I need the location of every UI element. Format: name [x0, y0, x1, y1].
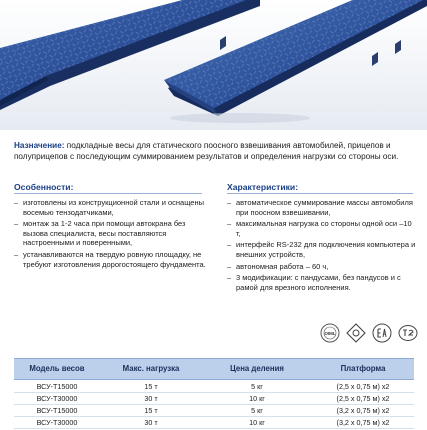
column-header: Платформа	[340, 364, 386, 373]
table-cell: ВСУ-Т15000	[36, 406, 78, 415]
table-cell: (2,5 х 0,75 м) х2	[336, 382, 390, 391]
features-divider	[14, 193, 202, 194]
purpose-paragraph	[14, 141, 414, 162]
table-cell: (2,5 х 0,75 м) х2	[336, 394, 390, 403]
table-cell: 30 т	[144, 394, 158, 403]
specs-list	[227, 198, 417, 294]
features-heading: Особенности:	[14, 182, 74, 192]
specs-item: – автономная работа – 60 ч,	[227, 262, 417, 272]
table-cell: (3,2 х 0,75 м) х2	[336, 406, 390, 415]
features-list	[14, 198, 210, 271]
table-row	[14, 417, 414, 429]
product-photo	[0, 0, 427, 130]
purpose-text: подкладные весы для статического поосного взвешивания автомобилей, прицепов и полуприцепов с последующим суммированием результатов и определения нагрузки со стороны оси.	[14, 141, 399, 161]
column-header: Макс. нагрузка	[122, 364, 180, 373]
specs-item: – 3 модификации: с пандусами, без пандусов и с рамой для врезного исполнения.	[227, 273, 417, 292]
table-cell: 10 кг	[249, 394, 265, 403]
models-table	[0, 358, 427, 430]
specs-item: – интерфейс RS-232 для подключения компьютера и внешних устройств,	[227, 240, 417, 259]
features-item: – монтаж за 1-2 часа при помощи автокрана без вызова специалиста, весы поставляются настроенными и поверенными,	[14, 219, 210, 248]
specs-item: – максимальная нагрузка со стороны одной оси –10 т,	[227, 219, 417, 238]
table-row	[14, 381, 414, 393]
table-cell: ВСУ-Т30000	[36, 394, 78, 403]
table-cell: 15 т	[144, 406, 158, 415]
table-cell: 10 кг	[249, 418, 265, 427]
table-cell: ВСУ-Т15000	[36, 382, 78, 391]
specs-divider	[227, 193, 413, 194]
certification-marks	[312, 322, 418, 344]
column-header: Модель весов	[29, 364, 85, 373]
specs-heading: Характеристики:	[227, 182, 299, 192]
quality-mark-icon	[346, 323, 366, 343]
purpose-label: Назначение:	[14, 141, 65, 150]
table-row	[14, 405, 414, 417]
features-item: – устанавливаются на твердую ровную площадку, не требуют изготовления дорогостоящего фундамента.	[14, 250, 210, 269]
table-header-row	[14, 358, 414, 380]
oiml-mark-icon	[320, 323, 340, 343]
eac-mark-icon	[372, 323, 392, 343]
specs-item: – автоматическое суммирование массы автомобиля при поосном взвешивании,	[227, 198, 417, 217]
oiml-label: OIML	[324, 331, 336, 336]
table-row	[14, 393, 414, 405]
gost-mark-icon	[398, 323, 418, 343]
features-item: – изготовлены из конструкционной стали и оснащены восемью тензодатчиками,	[14, 198, 210, 217]
table-cell: ВСУ-Т30000	[36, 418, 78, 427]
table-cell: 5 кг	[251, 406, 263, 415]
table-cell: 15 т	[144, 382, 158, 391]
column-header: Цена деления	[230, 364, 284, 373]
table-cell: 30 т	[144, 418, 158, 427]
table-cell: (3,2 х 0,75 м) х2	[336, 418, 390, 427]
table-cell: 5 кг	[251, 382, 263, 391]
